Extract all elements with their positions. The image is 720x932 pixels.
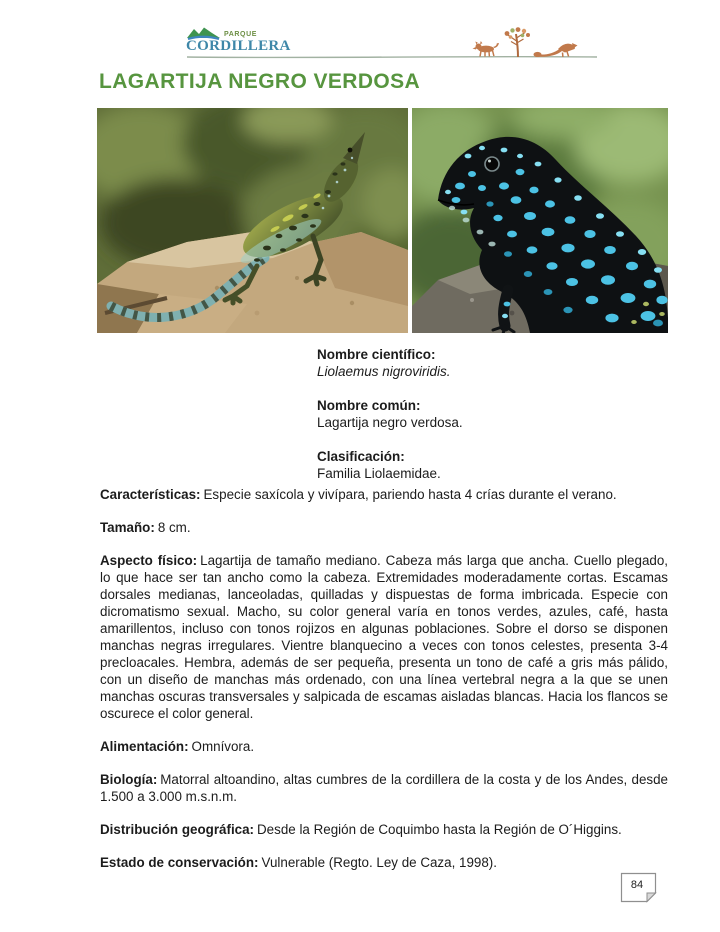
- section-label: Alimentación:: [100, 739, 189, 754]
- logo-main-text: CORDILLERA: [186, 38, 291, 54]
- section-label: Estado de conservación:: [100, 855, 259, 870]
- logo-small-text: PARQUE: [224, 31, 258, 38]
- scientific-name-label: Nombre científico:: [317, 347, 436, 362]
- section-tamano: [100, 519, 668, 536]
- scientific-name-group: [317, 346, 463, 380]
- section-label: Aspecto físico:: [100, 553, 198, 568]
- species-photos: [97, 108, 668, 333]
- section-label: Características:: [100, 487, 201, 502]
- section-caracteristicas: [100, 486, 668, 503]
- common-name-group: [317, 397, 463, 431]
- page-number: 84: [630, 879, 644, 891]
- page-title: LAGARTIJA NEGRO VERDOSA: [99, 70, 421, 93]
- fox-icon: [473, 41, 500, 57]
- section-text: Vulnerable (Regto. Ley de Caza, 1998).: [261, 855, 497, 870]
- description-sections: [100, 486, 668, 887]
- common-name-label: Nombre común:: [317, 398, 421, 413]
- tree-icon: [505, 27, 530, 57]
- section-distribucion-geografica: [100, 821, 668, 838]
- leaping-fox-icon: [534, 43, 578, 57]
- section-text: Desde la Región de Coquimbo hasta la Región de O´Higgins.: [257, 822, 622, 837]
- common-name-value: Lagartija negro verdosa.: [317, 415, 463, 430]
- section-estado-conservacion: [100, 854, 668, 871]
- classification-label: Clasificación:: [317, 449, 405, 464]
- section-biologia: [100, 771, 668, 805]
- section-text: Lagartija de tamaño mediano. Cabeza más larga que ancha. Cuello plegado, lo que hace ser tan ancho como la cabeza. Extremidades moderadamente cortas. Escamas dorsales medianas, lanceoladas, quilladas y dispuestas de forma imbricada. Especie con dicromatismo sexual. Macho, su color general varía en tonos verdes, azules, café, hasta amarillentos, incluso con tonos rojizos en algunas poblaciones. Sobre el dorso se disponen manchas negras irregulares. Vientre blanquecino a veces con tonos celestes, presenta 3-4 precloacales. Hembra, además de ser pequeña, presenta un tono de café a gris más pálido, con un diseño de manchas más ordenado, con una línea vertebral negra a la que se unen manchas oscuras transversales y salpicada de escamas aisladas blancas. Hacia los flancos se oscurece el color general.: [100, 553, 669, 721]
- classification-value: Familia Liolaemidae.: [317, 466, 441, 481]
- section-label: Distribución geográfica:: [100, 822, 255, 837]
- section-text: Especie saxícola y vivípara, pariendo hasta 4 crías durante el verano.: [203, 487, 617, 502]
- section-text: Omnívora.: [191, 739, 255, 754]
- section-text: Matorral altoandino, altas cumbres de la cordillera de la costa y de los Andes, desde 1.500 a 3.000 m.s.n.m.: [100, 772, 668, 804]
- classification-group: [317, 448, 463, 482]
- header-animal-silhouettes: [470, 27, 578, 57]
- section-aspecto-fisico: [100, 552, 668, 722]
- parque-cordillera-logo: [186, 26, 291, 58]
- section-alimentacion: [100, 738, 668, 755]
- section-text: 8 cm.: [157, 520, 191, 535]
- lizard-photo-right: [412, 108, 668, 333]
- section-label: Tamaño:: [100, 520, 155, 535]
- taxonomy-info-block: [317, 346, 463, 499]
- section-label: Biología:: [100, 772, 158, 787]
- lizard-photo-left: [97, 108, 408, 333]
- page-number-box: [620, 872, 660, 905]
- scientific-name-value: Liolaemus nigroviridis.: [317, 364, 451, 379]
